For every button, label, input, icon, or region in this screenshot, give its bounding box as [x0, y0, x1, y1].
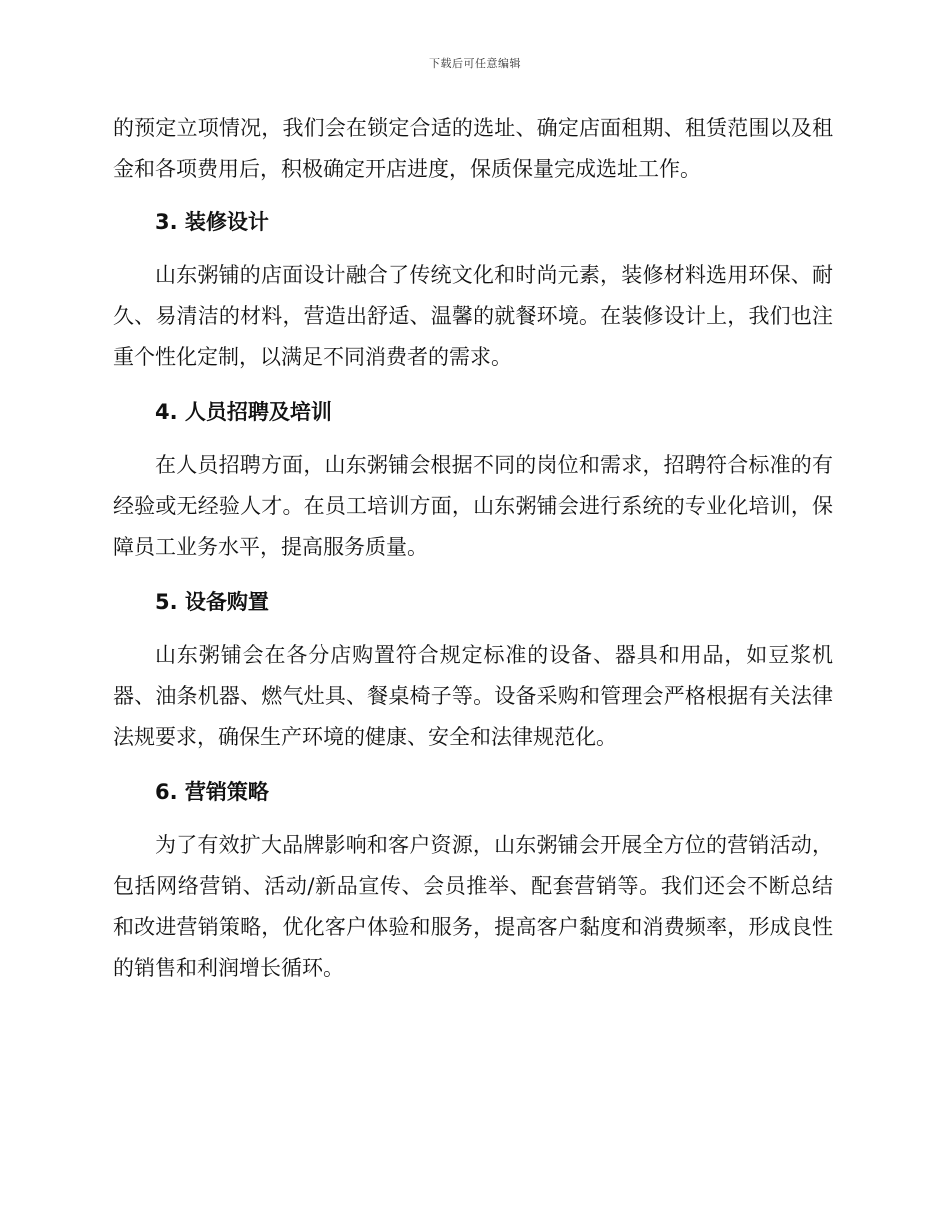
intro-paragraph: 的预定立项情况，我们会在锁定合适的选址、确定店面租期、租赁范围以及租金和各项费用后，积极确定开店进度，保质保量完成选址工作。	[113, 116, 833, 181]
spacer	[113, 378, 833, 392]
section-heading-marketing-strategy: 6. 营销策略	[155, 780, 269, 804]
spacer	[113, 568, 833, 582]
spacer	[113, 190, 833, 202]
spacer	[113, 758, 833, 772]
spacer	[113, 623, 833, 635]
section-heading-decoration-design: 3. 装修设计	[155, 210, 269, 234]
section-body-marketing-strategy: 为了有效扩大品牌影响和客户资源，山东粥铺会开展全方位的营销活动，包括网络营销、活动/新品宣传、会员推举、配套营销等。我们还会不断总结和改进营销策略，优化客户体验和服务，提高客户黏度和消费频率，形成良性的销售和利润增长循环。	[113, 833, 833, 980]
section-body-decoration-design: 山东粥铺的店面设计融合了传统文化和时尚元素，装修材料选用环保、耐久、易清洁的材料，营造出舒适、温馨的就餐环境。在装修设计上，我们也注重个性化定制，以满足不同消费者的需求。	[113, 263, 833, 369]
section-heading-equipment-purchase: 5. 设备购置	[155, 590, 269, 614]
section-heading-recruitment-training: 4. 人员招聘及培训	[155, 400, 332, 424]
section-body-recruitment-training: 在人员招聘方面，山东粥铺会根据不同的岗位和需求，招聘符合标准的有经验或无经验人才。在员工培训方面，山东粥铺会进行系统的专业化培训，保障员工业务水平，提高服务质量。	[113, 453, 833, 559]
document-body	[113, 108, 833, 989]
spacer	[113, 243, 833, 255]
header-note: 下载后可任意编辑	[429, 57, 521, 70]
spacer	[113, 813, 833, 825]
section-body-equipment-purchase: 山东粥铺会在各分店购置符合规定标准的设备、器具和用品，如豆浆机器、油条机器、燃气灶具、餐桌椅子等。设备采购和管理会严格根据有关法律法规要求，确保生产环境的健康、安全和法律规范化。	[113, 643, 833, 749]
spacer	[113, 433, 833, 445]
